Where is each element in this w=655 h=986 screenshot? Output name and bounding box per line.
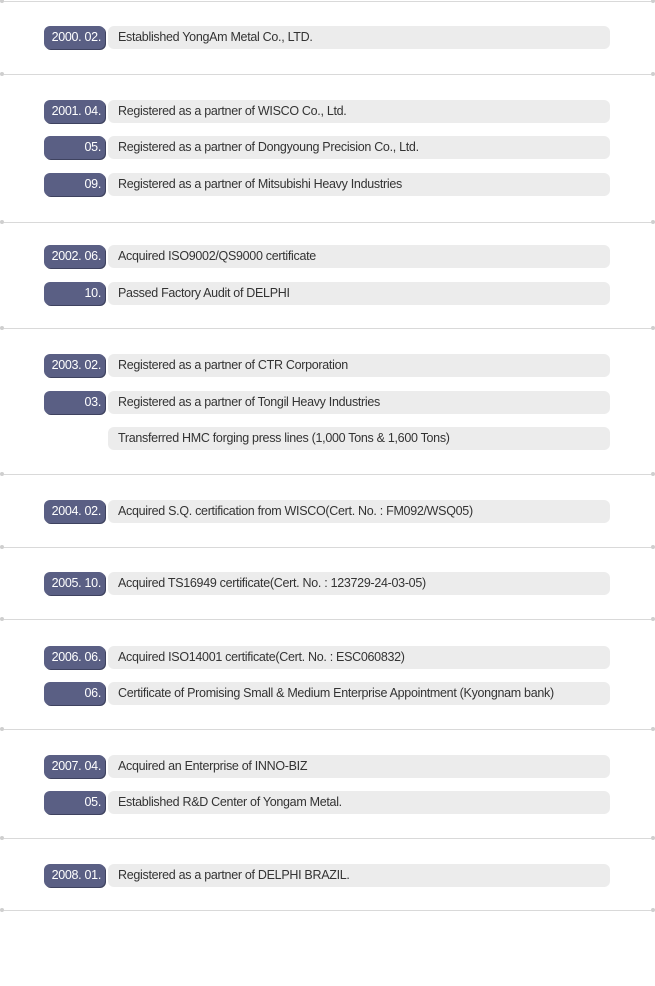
history-entry: [44, 245, 610, 268]
date-badge: 03.: [44, 391, 105, 414]
history-entry: [44, 755, 610, 778]
date-badge: 2003. 02.: [44, 354, 105, 377]
date-badge: 2006. 06.: [44, 646, 105, 669]
history-text: Transferred HMC forging press lines (1,000 Tons & 1,600 Tons): [108, 427, 610, 450]
history-entry: [44, 354, 610, 377]
history-entry: [44, 682, 610, 705]
date-badge: 05.: [44, 791, 105, 814]
divider: [4, 1, 651, 2]
history-text: Registered as a partner of CTR Corporation: [108, 354, 610, 377]
date-badge: 2008. 01.: [44, 864, 105, 887]
history-text: Established R&D Center of Yongam Metal.: [108, 791, 610, 814]
date-badge: 2002. 06.: [44, 245, 105, 268]
divider: [4, 74, 651, 75]
history-text: Certificate of Promising Small & Medium Enterprise Appointment (Kyongnam bank): [108, 682, 610, 705]
history-text: Acquired TS16949 certificate(Cert. No. : 123729-24-03-05): [108, 572, 610, 595]
divider: [4, 474, 651, 475]
history-entry: [44, 26, 610, 49]
history-text: Registered as a partner of WISCO Co., Ltd.: [108, 100, 610, 123]
date-badge: 2007. 04.: [44, 755, 105, 778]
history-entry: [44, 427, 610, 450]
history-entry: [44, 791, 610, 814]
history-entry: [44, 173, 610, 196]
history-entry: [44, 136, 610, 159]
divider: [4, 547, 651, 548]
history-text: Established YongAm Metal Co., LTD.: [108, 26, 610, 49]
date-badge: 2005. 10.: [44, 572, 105, 595]
history-entry: [44, 864, 610, 887]
divider: [4, 729, 651, 730]
date-badge: 05.: [44, 136, 105, 159]
history-text: Registered as a partner of Dongyoung Precision Co., Ltd.: [108, 136, 610, 159]
date-badge: 2001. 04.: [44, 100, 105, 123]
history-entry: [44, 391, 610, 414]
divider: [4, 328, 651, 329]
date-badge: 2000. 02.: [44, 26, 105, 49]
history-text: Registered as a partner of Tongil Heavy Industries: [108, 391, 610, 414]
date-badge: 2004. 02.: [44, 500, 105, 523]
divider: [4, 619, 651, 620]
date-badge: 09.: [44, 173, 105, 196]
history-entry: [44, 282, 610, 305]
history-entry: [44, 500, 610, 523]
history-entry: [44, 572, 610, 595]
divider: [4, 838, 651, 839]
history-text: Acquired ISO9002/QS9000 certificate: [108, 245, 610, 268]
date-badge: 06.: [44, 682, 105, 705]
history-text: Acquired ISO14001 certificate(Cert. No. : ESC060832): [108, 646, 610, 669]
divider: [4, 910, 651, 911]
date-badge: 10.: [44, 282, 105, 305]
history-text: Acquired an Enterprise of INNO-BIZ: [108, 755, 610, 778]
history-text: Acquired S.Q. certification from WISCO(Cert. No. : FM092/WSQ05): [108, 500, 610, 523]
history-text: Registered as a partner of Mitsubishi Heavy Industries: [108, 173, 610, 196]
divider: [4, 222, 651, 223]
history-text: Passed Factory Audit of DELPHI: [108, 282, 610, 305]
history-text: Registered as a partner of DELPHI BRAZIL.: [108, 864, 610, 887]
history-entry: [44, 646, 610, 669]
history-entry: [44, 100, 610, 123]
